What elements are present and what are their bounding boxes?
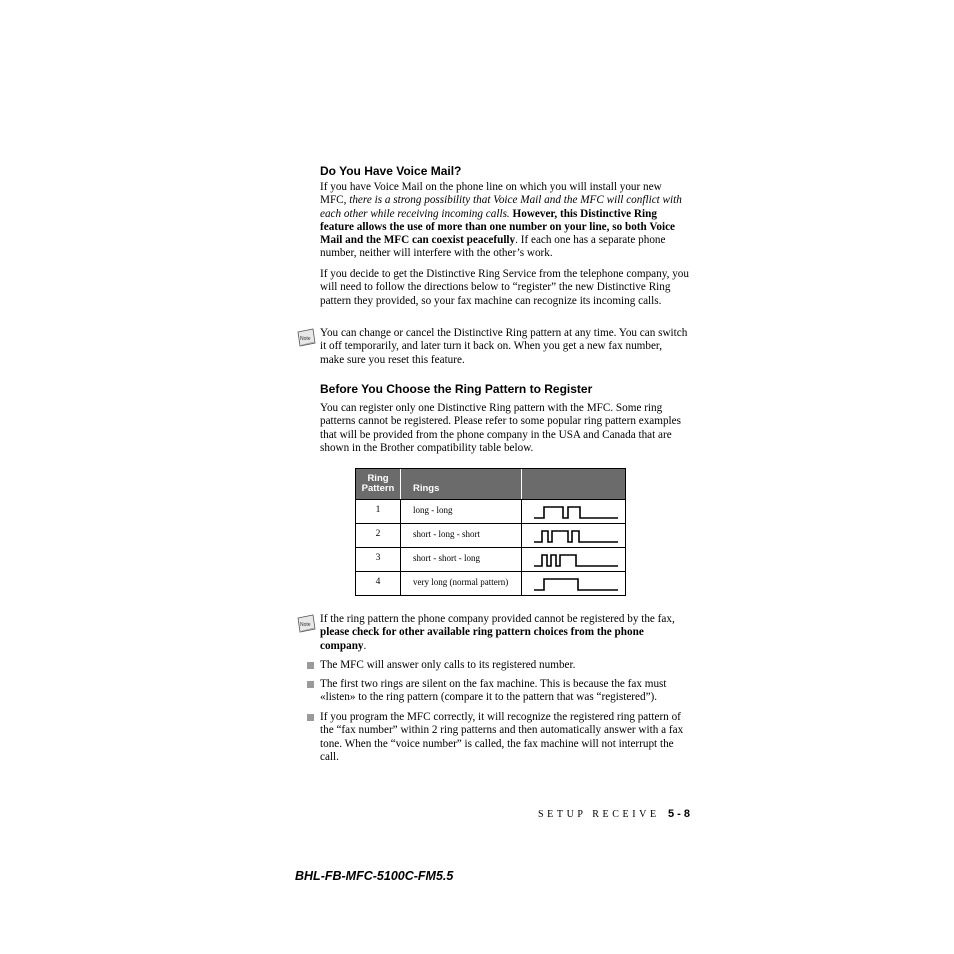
pattern-number: 4: [375, 577, 381, 587]
bold-run: However, this Distinctive Ring feature allows the use of more than one number on your line, so both Voice Mail and the MFC can coexist peacefully: [320, 207, 676, 247]
header-rings: Rings: [413, 483, 440, 494]
table-row: [356, 547, 625, 571]
text-run: If you have Voice Mail on the phone line on which you will install your new MFC,: [320, 181, 662, 207]
bullet-marker: [307, 662, 314, 669]
note-icon: [297, 614, 316, 633]
note-icon-label: Note: [300, 622, 311, 628]
bullet-item: If you program the MFC correctly, it will recognize the registered ring pattern of the “fax number” within 2 ring patterns and then automatically answer with a fax tone. When the “voice number” is called, the fax machine will not interrupt the call.: [320, 711, 684, 763]
note-change-cancel: You can change or cancel the Distinctive Ring pattern at any time. You can switch it off temporarily, and later turn it back on. When you get a new fax number, make sure you reset this feature.: [320, 327, 688, 366]
ring-waveform-very-long: [532, 574, 622, 594]
table-header: [356, 469, 625, 499]
document-id: BHL-FB-MFC-5100C-FM5.5: [295, 869, 454, 883]
text-run: . If each one has a separate phone number, neither will interfere with the other’s work.: [320, 234, 666, 260]
ring-pattern-table: [355, 468, 626, 596]
footer-section-name: SETUP RECEIVE: [538, 809, 660, 820]
voice-mail-paragraph: [320, 181, 689, 261]
pattern-number: 3: [375, 553, 381, 563]
pattern-rings: short - short - long: [413, 553, 480, 563]
note-icon: [297, 328, 316, 347]
header-divider: [400, 469, 401, 499]
section-heading-voice-mail: Do You Have Voice Mail?: [320, 164, 462, 178]
table-row: [356, 499, 625, 523]
note-ring-pattern-unregistered: [320, 613, 689, 653]
header-ring-line1: Ring: [367, 473, 389, 484]
table-row: [356, 571, 625, 595]
pattern-number: 1: [375, 505, 381, 515]
pattern-rings: very long (normal pattern): [413, 577, 509, 587]
bullet-marker: [307, 714, 314, 721]
pattern-number: 2: [375, 529, 381, 539]
page-number: 5 - 8: [668, 808, 691, 820]
italic-run: there is a strong possibility that Voice Mail and the MFC will conflict with each other while receiving incoming calls.: [320, 194, 682, 220]
bullet-item: The first two rings are silent on the fax machine. This is because the fax must «listen» to the ring pattern (compare it to the pattern that was “registered”).: [320, 678, 667, 704]
ring-pattern-paragraph: You can register only one Distinctive Ring pattern with the MFC. Some ring patterns cannot be registered. Please refer to some popular ring pattern examples that will be provided from the phone company in the USA and Canada that are shown in the Brother compatibility table below.: [320, 402, 681, 454]
ring-waveform-short-long-short: [532, 526, 622, 546]
ring-waveform-short-short-long: [532, 550, 622, 570]
note-icon-label: Note: [300, 336, 311, 342]
text-run: If the ring pattern the phone company provided cannot be registered by the fax,: [320, 613, 675, 625]
header-ring-pattern: [356, 474, 400, 494]
text-run: .: [363, 639, 367, 652]
pattern-rings: long - long: [413, 505, 453, 515]
pattern-rings: short - long - short: [413, 529, 480, 539]
header-divider: [521, 469, 522, 499]
bullet-marker: [307, 681, 314, 688]
bold-run: please check for other available ring pattern choices from the phone company: [320, 626, 644, 652]
register-instructions-paragraph: If you decide to get the Distinctive Ring Service from the telephone company, you will need to follow the directions below to “register” the new Distinctive Ring pattern they provided, so your fax machine can recognize its incoming calls.: [320, 268, 689, 307]
table-row: [356, 523, 625, 547]
bullet-item: The MFC will answer only calls to its registered number.: [320, 659, 576, 671]
ring-waveform-long-long: [532, 502, 622, 522]
header-ring-line2: Pattern: [361, 483, 395, 494]
section-heading-ring-pattern: Before You Choose the Ring Pattern to Register: [320, 382, 593, 396]
